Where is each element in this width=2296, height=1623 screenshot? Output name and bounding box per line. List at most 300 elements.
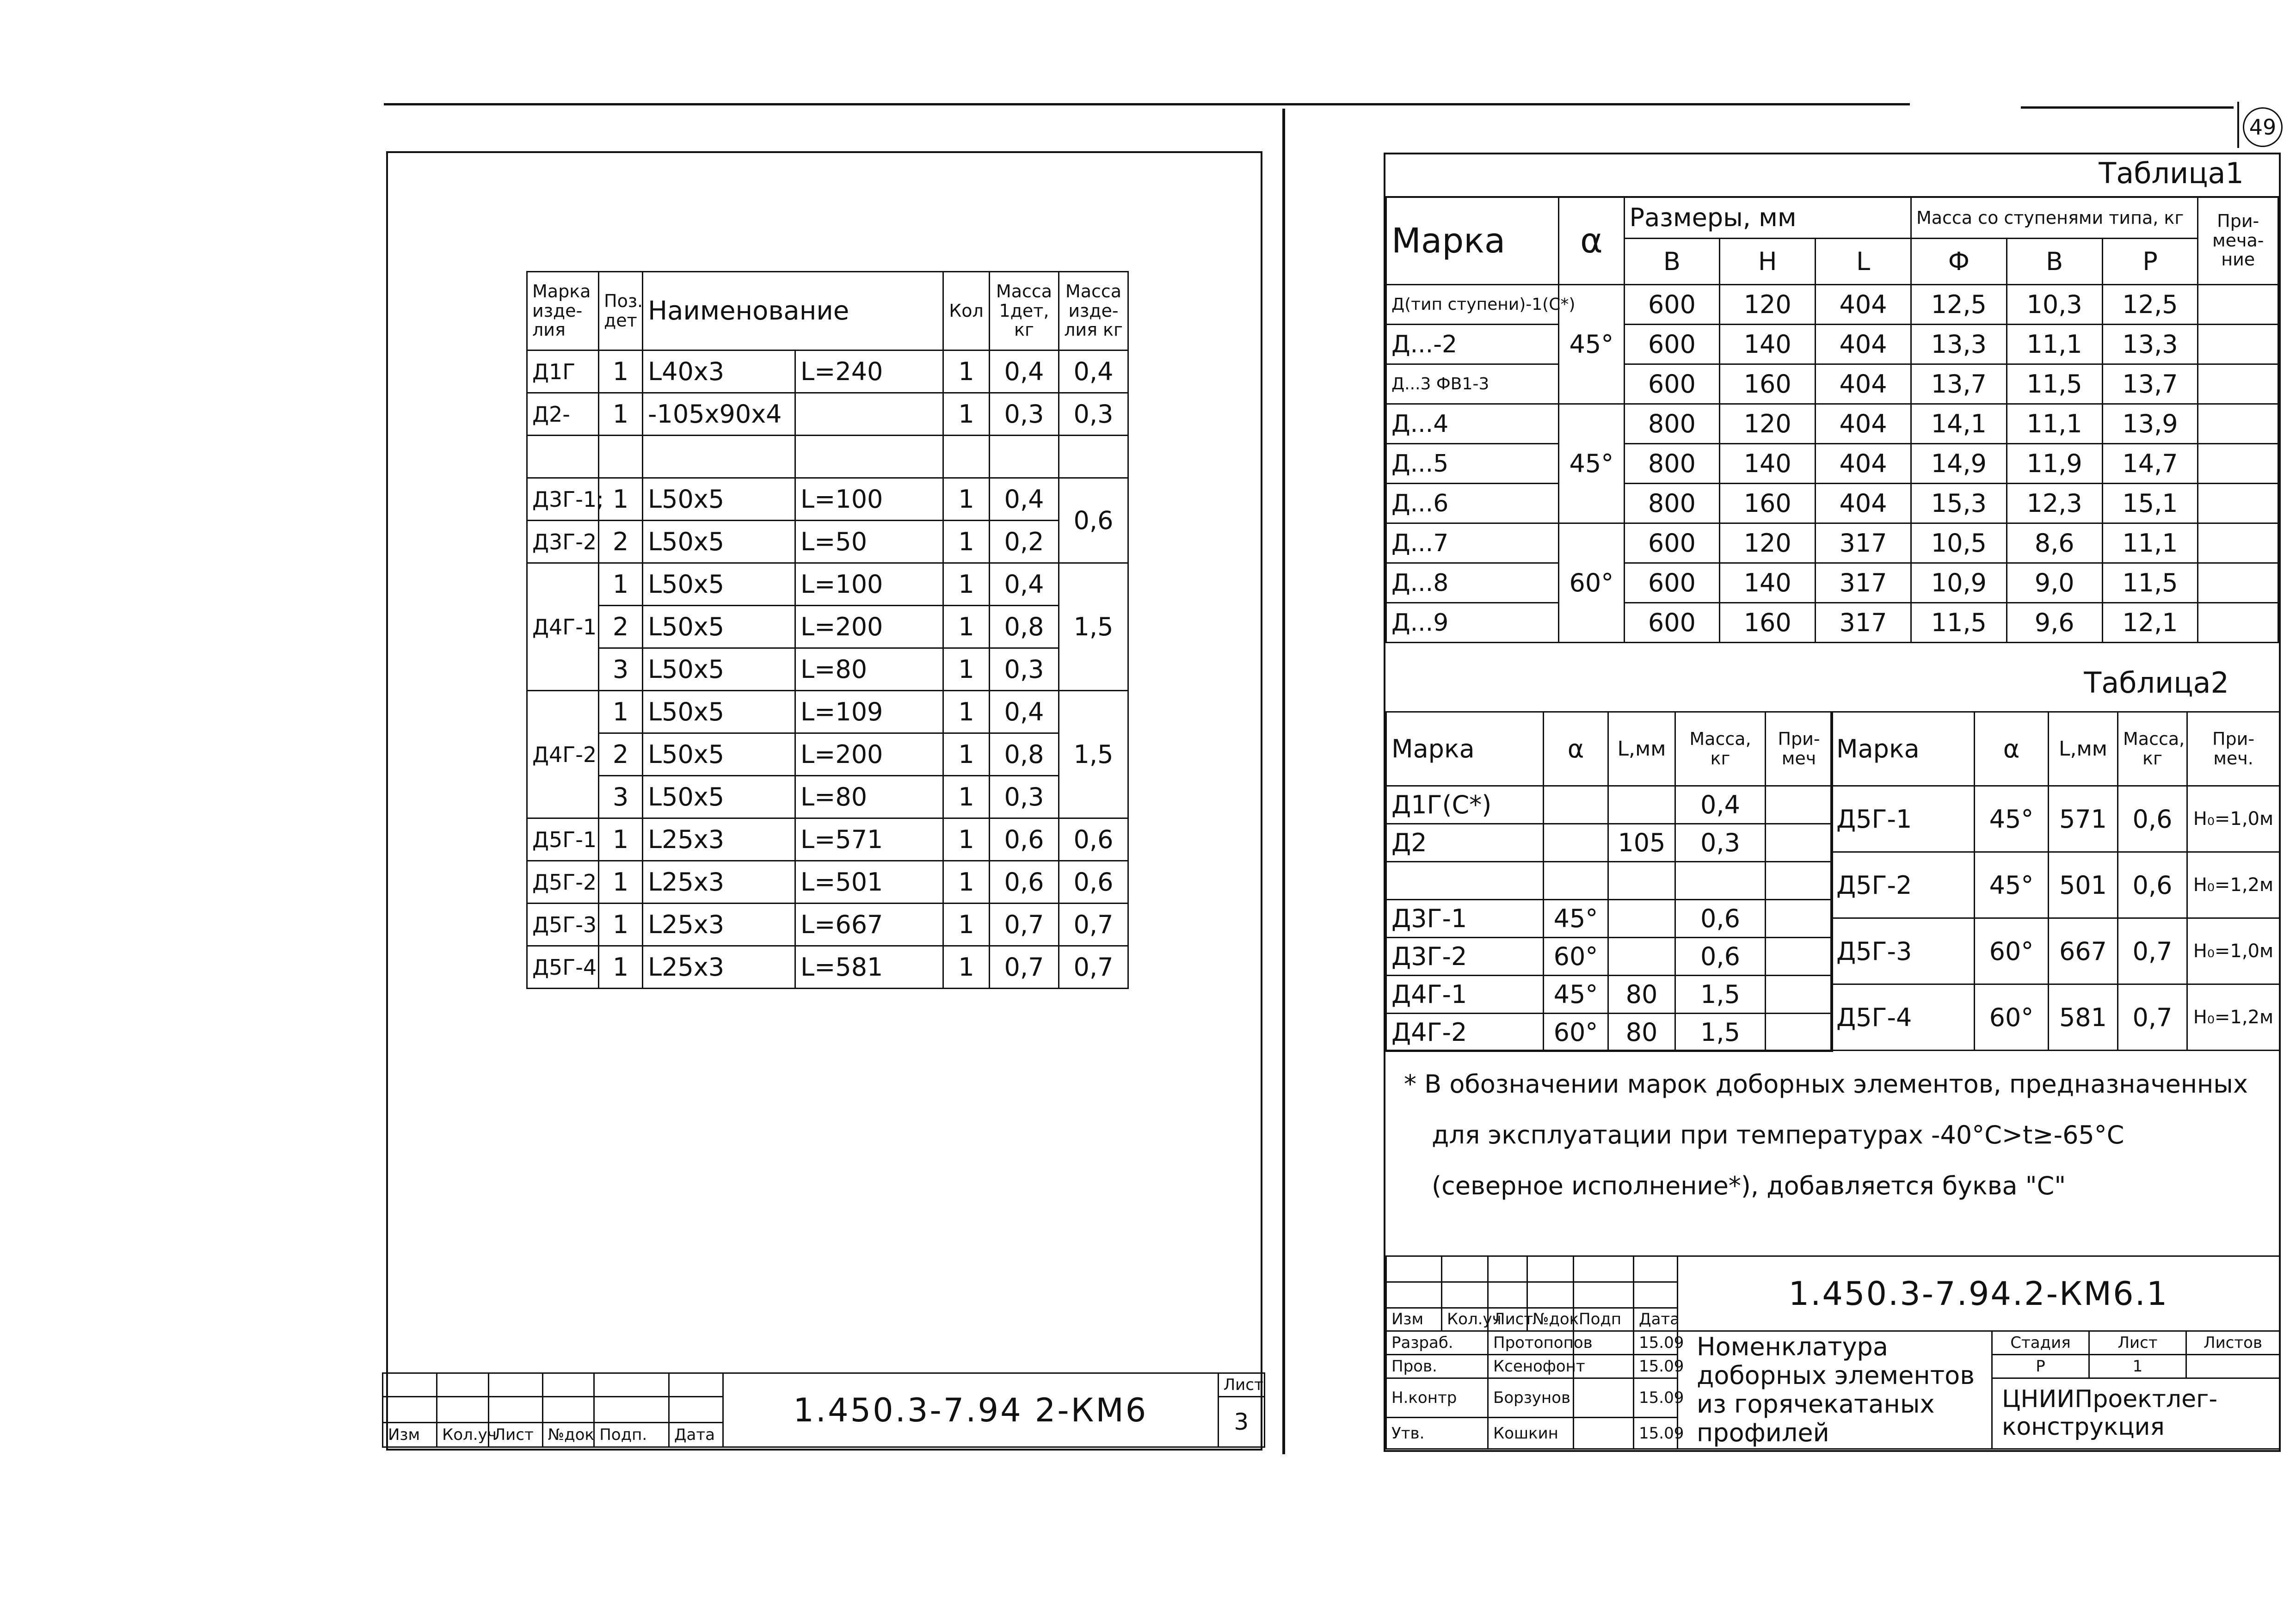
cell-mass-part: 0,4 [990,478,1059,521]
cell-value: 800 [1624,404,1720,444]
cell-note [2198,603,2278,643]
tb-label: Изм [1386,1308,1442,1331]
cell-note: Н₀=1,0м [2187,786,2280,852]
cell-mark: Д5Г-4 [527,946,599,989]
cell-value: 9,0 [2007,563,2102,603]
cell-value: 80 [1608,1014,1675,1051]
cell-value: 60° [1544,938,1608,976]
table-row [527,861,1128,904]
title-block [1385,1255,2280,1450]
t2-header-alpha: α [1544,712,1608,786]
table-row [1386,976,1833,1014]
cell-value: 60° [1975,918,2049,984]
tb-sheet-label: Лист [2089,1331,2186,1355]
table-row [527,478,1128,521]
cell-value: 10,9 [1911,563,2007,603]
cell-note [2198,563,2278,603]
cell-pos: 1 [599,393,643,436]
cell-value: 160 [1720,484,1816,523]
cell-value: 12,3 [2007,484,2102,523]
cell-length: L=501 [795,861,943,904]
tb-label: Лист [1488,1308,1527,1331]
cell-mark: Д4Г-1 [1386,976,1544,1014]
cell-profile: L25x3 [643,946,795,989]
cell-value [1766,862,1833,900]
table-row [1386,404,2278,444]
cell-value: 600 [1624,603,1720,643]
table2-title: Таблица2 [2084,666,2229,700]
cell-note [2198,444,2278,484]
top-rule-right [2021,106,2234,109]
t2-header-mass-2: Масса, кг [2118,712,2187,786]
table-row [1386,862,1833,900]
table1 [1385,196,2279,643]
cell-value: 11,1 [2007,325,2102,364]
cell-value [1766,976,1833,1014]
note-line-2: для эксплуатации при температурах -40°С>t≥-65°С [1432,1120,2124,1150]
cell-mark [1386,862,1544,900]
cell-value [1766,786,1833,824]
cell-value: 12,5 [1911,285,2007,325]
cell-value: 10,3 [2007,285,2102,325]
cell-pos: 1 [599,904,643,946]
cell-mass-item [1059,436,1128,478]
cell-profile [643,436,795,478]
note-line-1: * В обозначении марок доборных элементов, предназначенных [1404,1070,2248,1099]
tb-doc-title-line: Номенклатура [1697,1332,1888,1361]
cell-length: L=100 [795,563,943,606]
header-mass-item: Масса изде-лия кг [1059,272,1128,350]
cell-qty: 1 [943,776,990,818]
cell-value: 15,3 [1911,484,2007,523]
cell-value: 501 [2049,852,2118,918]
cell-value [1766,938,1833,976]
table-row [527,946,1128,989]
cell-value: 13,3 [2102,325,2198,364]
cell-note: Н₀=1,2м [2187,852,2280,918]
tb-date: 15.09 [1634,1331,1678,1355]
cell-profile: L25x3 [643,818,795,861]
table-row [1386,824,1833,862]
cell-value: 1,5 [1675,1014,1766,1051]
cell-qty: 1 [943,521,990,563]
cell-pos: 1 [599,818,643,861]
cell-value: 800 [1624,444,1720,484]
stamp-label: Кол.уч [437,1423,489,1447]
cell-value: 45° [1544,976,1608,1014]
table-row [1386,938,1833,976]
cell-value: 105 [1608,824,1675,862]
cell-pos: 3 [599,648,643,691]
cell-value: 80 [1608,976,1675,1014]
cell-alpha: 45° [1559,285,1624,404]
cell-value: 11,1 [2007,404,2102,444]
cell-mass-item: 0,6 [1059,861,1128,904]
stamp-label: Дата [669,1423,723,1447]
t1-sub-v: В [2007,239,2102,285]
t2-header-mass: Масса, кг [1675,712,1766,786]
parts-table [526,271,1129,989]
cell-mark: Д3Г-1; [527,478,599,521]
cell-mass-item: 0,7 [1059,904,1128,946]
t1-sub-b: В [1624,239,1720,285]
cell-value: 600 [1624,563,1720,603]
table-row [1386,563,2278,603]
cell-mass-part: 0,6 [990,861,1059,904]
t1-sub-h: Н [1720,239,1816,285]
cell-pos: 2 [599,733,643,776]
cell-mass-part: 0,3 [990,393,1059,436]
tb-org [1992,1378,2280,1449]
cell-value: 317 [1816,603,1911,643]
cell-value: 1,5 [1675,976,1766,1014]
t1-header-mass: Масса со ступенями типа, кг [1911,197,2198,239]
table-row [1831,984,2280,1051]
cell-note: Н₀=1,2м [2187,984,2280,1051]
cell-value: 0,7 [2118,918,2187,984]
page-number-box [2237,102,2290,148]
cell-value [1544,824,1608,862]
cell-length: L=80 [795,648,943,691]
cell-pos: 1 [599,350,643,393]
cell-value: 160 [1720,364,1816,404]
cell-value [1766,1014,1833,1051]
cell-value: 10,5 [1911,523,2007,563]
cell-profile: L50x5 [643,478,795,521]
cell-qty: 1 [943,350,990,393]
t2-header-mark: Марка [1386,712,1544,786]
cell-length [795,393,943,436]
cell-length: L=581 [795,946,943,989]
cell-mark: Д3Г-2 [1386,938,1544,976]
cell-qty: 1 [943,733,990,776]
cell-mark: Д5Г-3 [1831,918,1975,984]
cell-pos: 3 [599,776,643,818]
tb-doc-title-line: из горячекатаных [1697,1389,1935,1419]
tb-name: Ксенофонт [1488,1354,1574,1378]
cell-mark: Д3Г-1 [1386,900,1544,938]
table1-title-row [1384,153,2281,198]
cell-value: 600 [1624,523,1720,563]
cell-length: L=200 [795,606,943,648]
table-row [527,691,1128,733]
cell-mass-part: 0,8 [990,733,1059,776]
center-fold-line [1282,109,1285,1454]
cell-mark: Д...7 [1386,523,1559,563]
cell-profile: L50x5 [643,521,795,563]
header-qty: Кол [943,272,990,350]
cell-value: 45° [1975,786,2049,852]
cell-mark: Д5Г-1 [1831,786,1975,852]
cell-value: 60° [1544,1014,1608,1051]
cell-value: 15,1 [2102,484,2198,523]
cell-value: 11,5 [2102,563,2198,603]
cell-value: 0,6 [2118,852,2187,918]
cell-value: 0,6 [2118,786,2187,852]
cell-mass-part: 0,8 [990,606,1059,648]
cell-note: Н₀=1,0м [2187,918,2280,984]
cell-mark: Д4Г-2 [1386,1014,1544,1051]
cell-qty: 1 [943,648,990,691]
table2-left [1385,711,1833,1052]
cell-length: L=100 [795,478,943,521]
cell-mass-part: 0,2 [990,521,1059,563]
cell-mass-part: 0,4 [990,563,1059,606]
table1-title: Таблица1 [2099,156,2244,190]
tb-label: №док [1527,1308,1574,1331]
table-row [1386,603,2278,643]
cell-profile: L50x5 [643,691,795,733]
tb-org-line: ЦНИИПроектлег- [2002,1385,2218,1413]
cell-mark: Д(тип ступени)-1(С*) [1386,285,1559,325]
cell-value: 45° [1544,900,1608,938]
t1-header-alpha: α [1559,197,1624,285]
cell-pos [599,436,643,478]
tb-name: Протопопов [1488,1331,1574,1355]
tb-label: Подп [1574,1308,1634,1331]
cell-mass-part: 0,3 [990,776,1059,818]
table-row [1831,918,2280,984]
stamp-label: Изм [383,1423,437,1447]
cell-value: 11,1 [2102,523,2198,563]
cell-value: 9,6 [2007,603,2102,643]
tb-label: Дата [1634,1308,1678,1331]
cell-value: 0,7 [2118,984,2187,1051]
cell-mass-item: 1,5 [1059,691,1128,818]
cell-pos: 1 [599,861,643,904]
tb-sheet: 1 [2089,1354,2186,1378]
cell-value: 120 [1720,285,1816,325]
cell-value: 600 [1624,364,1720,404]
table-row [527,393,1128,436]
tb-sheets-label: Листов [2186,1331,2280,1355]
cell-value: 12,1 [2102,603,2198,643]
cell-value: 14,7 [2102,444,2198,484]
cell-value: 571 [2049,786,2118,852]
cell-length: L=109 [795,691,943,733]
tb-org-line: конструкция [2002,1413,2165,1441]
cell-value: 11,5 [2007,364,2102,404]
note-block [1385,1050,2279,1254]
cell-mark: Д5Г-3 [527,904,599,946]
table-row [527,436,1128,478]
cell-value [1608,786,1675,824]
cell-value: 581 [2049,984,2118,1051]
cell-length: L=571 [795,818,943,861]
cell-pos: 1 [599,563,643,606]
cell-mark: Д5Г-2 [527,861,599,904]
stamp-label: №док [542,1423,594,1447]
header-name: Наименование [643,272,943,350]
left-stamp [382,1372,1265,1448]
cell-value: 160 [1720,603,1816,643]
cell-value: 14,9 [1911,444,2007,484]
cell-profile: L25x3 [643,904,795,946]
cell-mass-item: 0,4 [1059,350,1128,393]
cell-value: 45° [1975,852,2049,918]
cell-value: 404 [1816,484,1911,523]
cell-note [2198,364,2278,404]
cell-length [795,436,943,478]
page-number: 49 [2243,107,2283,147]
cell-value: 8,6 [2007,523,2102,563]
cell-value: 11,5 [1911,603,2007,643]
table-row [527,606,1128,648]
cell-value [1608,862,1675,900]
cell-profile: L50x5 [643,563,795,606]
cell-mass-part: 0,7 [990,904,1059,946]
cell-length: L=80 [795,776,943,818]
cell-value: 800 [1624,484,1720,523]
tb-name: Борзунов [1488,1378,1574,1418]
cell-mark: Д5Г-1 [527,818,599,861]
tb-role: Разраб. [1386,1331,1488,1355]
cell-value: 0,3 [1675,824,1766,862]
cell-value: 404 [1816,285,1911,325]
cell-mark: Д...6 [1386,484,1559,523]
cell-mark: Д...3 ФВ1-3 [1386,364,1559,404]
cell-value: 404 [1816,444,1911,484]
cell-value: 404 [1816,325,1911,364]
cell-value: 140 [1720,325,1816,364]
note-line-3: (северное исполнение*), добавляется буква "С" [1432,1171,2066,1200]
tb-stage: Р [1992,1354,2089,1378]
table-row [527,733,1128,776]
tb-doc-title-line: доборных элементов [1697,1360,1975,1390]
table-row [527,563,1128,606]
left-stamp-sheet-number: 3 [1218,1396,1264,1447]
tb-date: 15.09 [1634,1418,1678,1449]
table-row [1831,786,2280,852]
cell-mass-part: 0,4 [990,691,1059,733]
table-row [1386,900,1833,938]
cell-value: 13,3 [1911,325,2007,364]
cell-mark: Д2- [527,393,599,436]
cell-mark: Д...9 [1386,603,1559,643]
cell-note [2198,484,2278,523]
cell-value: 11,9 [2007,444,2102,484]
t1-sub-r: Р [2102,239,2198,285]
cell-mark: Д2 [1386,824,1544,862]
cell-qty: 1 [943,946,990,989]
t2-header-alpha-2: α [1975,712,2049,786]
cell-mark: Д1Г [527,350,599,393]
table-row [527,521,1128,563]
title-block-code: 1.450.3-7.94.2-КМ6.1 [1678,1256,2280,1331]
cell-mass-part: 0,6 [990,818,1059,861]
cell-value: 667 [2049,918,2118,984]
cell-profile: L25x3 [643,861,795,904]
table-row [1386,484,2278,523]
t1-sub-l: L [1816,239,1911,285]
cell-mass-part: 0,4 [990,350,1059,393]
parts-table-header [527,272,1128,350]
t1-header-dims: Размеры, мм [1624,197,1911,239]
t1-header-note: При-меча-ние [2198,197,2278,285]
cell-note [2198,325,2278,364]
stamp-label: Подп. [594,1423,669,1447]
t2-header-length-2: L,мм [2049,712,2118,786]
cell-qty: 1 [943,818,990,861]
cell-mass-item: 1,5 [1059,563,1128,691]
tb-role: Пров. [1386,1354,1488,1378]
table-row [1386,285,2278,325]
cell-value [1766,900,1833,938]
cell-value: 317 [1816,563,1911,603]
cell-value: 0,6 [1675,938,1766,976]
cell-qty: 1 [943,393,990,436]
cell-mass-part [990,436,1059,478]
cell-mark: Д3Г-2 [527,521,599,563]
cell-mark: Д4Г-1 [527,563,599,691]
cell-profile: L50x5 [643,648,795,691]
cell-value: 120 [1720,523,1816,563]
tb-role: Н.контр [1386,1378,1488,1418]
t1-header-mark: Марка [1386,197,1559,285]
left-stamp-code: 1.450.3-7.94 2-КМ6 [723,1373,1219,1447]
cell-mark: Д1Г(С*) [1386,786,1544,824]
table-row [527,648,1128,691]
cell-pos: 2 [599,606,643,648]
cell-mark: Д5Г-2 [1831,852,1975,918]
stamp-label: Лист [488,1423,542,1447]
t2-header-length: L,мм [1608,712,1675,786]
cell-mark: Д...4 [1386,404,1559,444]
cell-length: L=667 [795,904,943,946]
t2-header-mark-2: Марка [1831,712,1975,786]
tb-date: 15.09 [1634,1354,1678,1378]
cell-qty: 1 [943,861,990,904]
cell-profile: L50x5 [643,733,795,776]
table2-right [1830,711,2280,1051]
cell-value: 0,6 [1675,900,1766,938]
header-pos: Поз. дет [599,272,643,350]
cell-qty: 1 [943,563,990,606]
cell-value: 600 [1624,325,1720,364]
cell-length: L=50 [795,521,943,563]
cell-value: 13,7 [2102,364,2198,404]
table-row [527,776,1128,818]
cell-mark: Д5Г-4 [1831,984,1975,1051]
cell-qty: 1 [943,606,990,648]
cell-value: 120 [1720,404,1816,444]
table-row [1386,325,2278,364]
cell-value: 60° [1975,984,2049,1051]
cell-note [2198,285,2278,325]
cell-mark: Д4Г-2 [527,691,599,818]
cell-qty: 1 [943,691,990,733]
left-stamp-sheet-label: Лист [1218,1373,1264,1397]
t2-header-note: При-меч [1766,712,1833,786]
cell-value [1608,900,1675,938]
t2-header-note-2: При-меч. [2187,712,2280,786]
cell-qty: 1 [943,478,990,521]
cell-value [1544,862,1608,900]
table-row [527,350,1128,393]
cell-qty [943,436,990,478]
table-row [527,904,1128,946]
cell-mass-item: 0,6 [1059,478,1128,563]
tb-stage-label: Стадия [1992,1331,2089,1355]
cell-pos: 1 [599,478,643,521]
cell-profile: L40x3 [643,350,795,393]
cell-mass-part: 0,7 [990,946,1059,989]
cell-value [1675,862,1766,900]
cell-length: L=240 [795,350,943,393]
cell-value: 12,5 [2102,285,2198,325]
tb-label: Кол.уч [1442,1308,1488,1331]
cell-value [1766,824,1833,862]
